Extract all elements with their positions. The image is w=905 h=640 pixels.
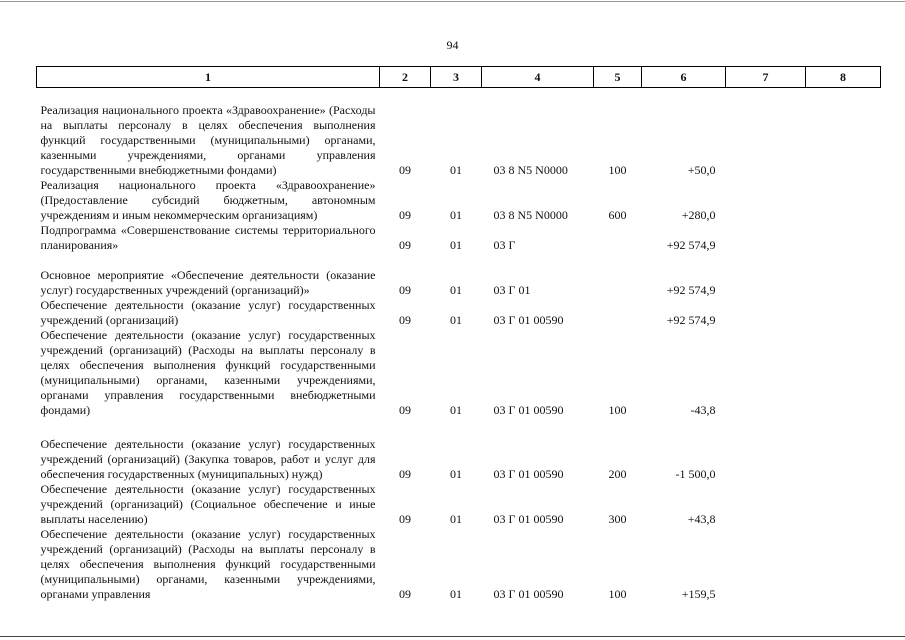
row-expense-type: 200 [608,467,627,481]
row-section: 09 [399,208,411,222]
row-subsection: 01 [450,512,462,526]
row-description: Реализация национального проекта «Здравоохранение» (Расходы на выплаты персоналу в целях обеспечения выполнения функций государственными (муниципальными) органами, казенными учреждениями, органами управления государственными внебюджетными фондами) [40,103,376,177]
row-amount: -1 500,0 [675,467,716,481]
row-col-7 [726,298,806,328]
row-col-8 [806,88,881,179]
row-description: Подпрограмма «Совершенствование системы территориального планирования» [40,223,376,252]
row-target-article: 03 Г [493,238,516,252]
scan-edge-top [0,1,905,2]
row-col-7 [726,418,806,482]
row-section: 09 [399,403,411,417]
row-description: Обеспечение деятельности (оказание услуг) государственных учреждений (организаций) (Расходы на выплаты персоналу в целях обеспечения выполнения функций государственными (муниципальными) органами, казенными учреждениями, органами управления [40,527,376,601]
row-target-article: 03 8 N5 N0000 [493,208,568,222]
row-expense-type [594,223,642,253]
header-col-6: 6 [642,67,726,88]
row-subsection: 01 [450,313,462,327]
row-target-article: 03 Г 01 00590 [493,512,564,526]
row-amount: +43,8 [687,512,716,526]
row-section: 09 [399,163,411,177]
row-expense-type: 100 [608,587,627,601]
row-col-7 [726,178,806,223]
row-subsection: 01 [450,587,462,601]
row-col-8 [806,527,881,602]
row-subsection: 01 [450,467,462,481]
row-col-8 [806,482,881,527]
budget-table [36,66,881,602]
header-row [37,67,881,88]
row-expense-type: 100 [608,403,627,417]
row-subsection: 01 [450,403,462,417]
row-col-8 [806,418,881,482]
row-description: Обеспечение деятельности (оказание услуг) государственных учреждений (организаций) (Закупка товаров, работ и услуг для обеспечения государственных (муниципальных) нужд) [40,437,376,481]
row-description: Обеспечение деятельности (оказание услуг) государственных учреждений (организаций) (Социальное обеспечение и иные выплаты населению) [40,482,376,526]
row-col-7 [726,223,806,253]
row-target-article: 03 Г 01 [493,283,531,297]
row-description: Основное мероприятие «Обеспечение деятельности (оказание услуг) государственных учреждений (организаций)» [40,268,376,297]
header-col-4: 4 [482,67,594,88]
row-subsection: 01 [450,283,462,297]
row-col-7 [726,482,806,527]
table-row [37,253,881,298]
row-subsection: 01 [450,208,462,222]
row-section: 09 [399,587,411,601]
row-target-article: 03 Г 01 00590 [493,403,564,417]
row-expense-type: 300 [608,512,627,526]
row-col-7 [726,253,806,298]
row-section: 09 [399,512,411,526]
row-col-7 [726,328,806,418]
row-amount: -43,8 [690,403,716,417]
row-description: Обеспечение деятельности (оказание услуг) государственных учреждений (организаций) (Расходы на выплаты персоналу в целях обеспечения выполнения функций государственными (муниципальными) органами, казенными учреждениями, органами управления государственными внебюджетными фондами) [40,328,376,417]
row-expense-type: 100 [608,163,627,177]
row-section: 09 [399,283,411,297]
row-col-8 [806,253,881,298]
row-target-article: 03 Г 01 00590 [493,587,564,601]
row-expense-type [594,253,642,298]
row-col-8 [806,328,881,418]
row-expense-type [594,298,642,328]
table-row [37,418,881,482]
row-amount: +50,0 [687,163,716,177]
row-section: 09 [399,313,411,327]
row-description: Реализация национального проекта «Здравоохранение» (Предоставление субсидий бюджетным, автономным учреждениям и иным некоммерческим организациям) [40,178,376,222]
row-col-8 [806,223,881,253]
table-row [37,328,881,418]
row-amount: +92 574,9 [666,313,716,327]
scan-edge-bottom [0,636,905,637]
row-col-8 [806,298,881,328]
header-col-8: 8 [806,67,881,88]
table-row [37,223,881,253]
row-target-article: 03 Г 01 00590 [493,313,564,327]
table-row [37,178,881,223]
row-amount: +92 574,9 [666,283,716,297]
row-description: Обеспечение деятельности (оказание услуг) государственных учреждений (организаций) [40,298,376,327]
table-row [37,482,881,527]
header-col-7: 7 [726,67,806,88]
row-subsection: 01 [450,238,462,252]
header-col-3: 3 [431,67,482,88]
page-number: 94 [446,38,459,52]
row-amount: +280,0 [681,208,716,222]
row-col-7 [726,527,806,602]
row-amount: +92 574,9 [666,238,716,252]
row-col-7 [726,88,806,179]
header-col-1: 1 [37,67,380,88]
row-expense-type: 600 [608,208,627,222]
row-target-article: 03 8 N5 N0000 [493,163,568,177]
row-target-article: 03 Г 01 00590 [493,467,564,481]
row-section: 09 [399,467,411,481]
header-col-2: 2 [380,67,431,88]
row-subsection: 01 [450,163,462,177]
table-row [37,88,881,179]
row-amount: +159,5 [681,587,716,601]
header-col-5: 5 [594,67,642,88]
table-row [37,298,881,328]
row-section: 09 [399,238,411,252]
table-row [37,527,881,602]
row-col-8 [806,178,881,223]
